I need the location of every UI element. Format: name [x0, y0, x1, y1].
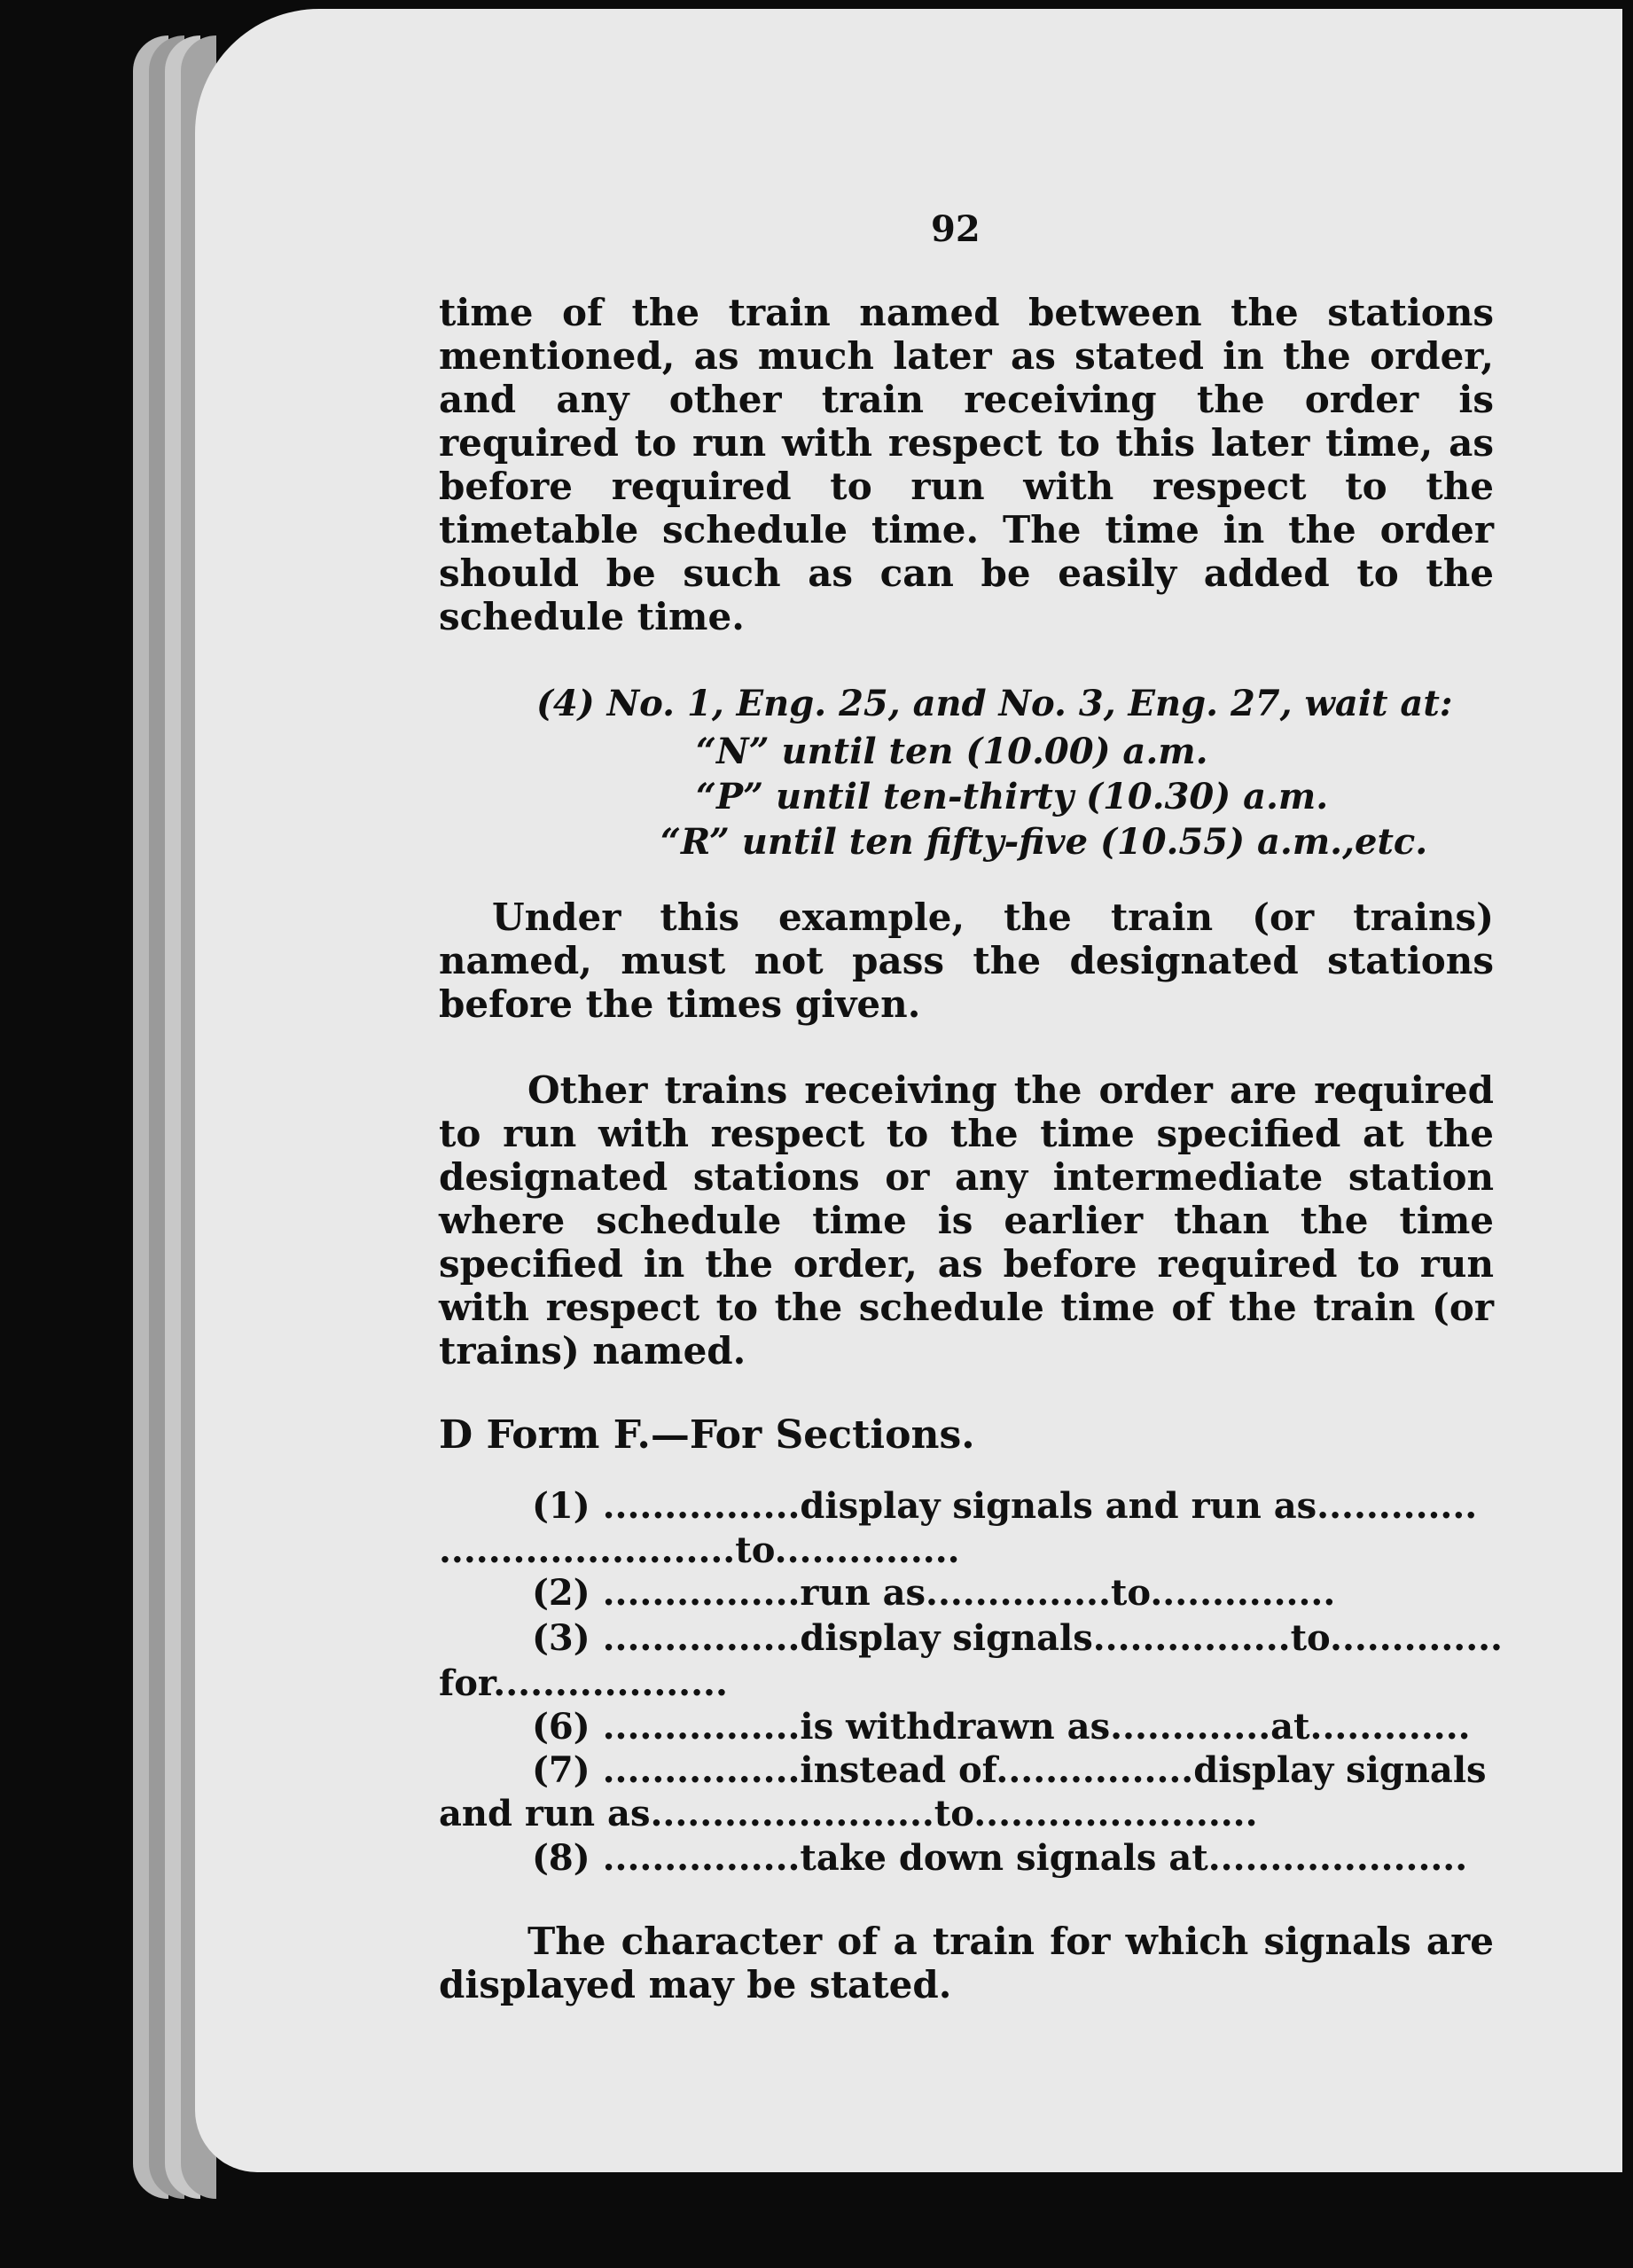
form-line-3: (3) ................display signals................to.............. [532, 1617, 1503, 1659]
form-line-8: (8) ................take down signals at..................... [532, 1837, 1468, 1879]
example-heading: (4) No. 1, Eng. 25, and No. 3, Eng. 27, wait at: [536, 683, 1453, 724]
page-number: 92 [931, 208, 981, 250]
paragraph-2: Under this example, the train (or trains) named, must not pass the designated stations before the times given. [439, 895, 1494, 1026]
form-line-6: (6) ................is withdrawn as.............at............. [532, 1706, 1471, 1748]
form-line-1: (1) ................display signals and run as............. [532, 1485, 1478, 1527]
paragraph-3: Other trains receiving the order are required to run with respect to the time specified at the designated stations or any intermediate station where schedule time is earlier than the time specified in the order, as before required to run with respect to the schedule time of the train (or trains) named. [439, 1068, 1494, 1373]
form-line-7: (7) ................instead of................display signals [532, 1749, 1487, 1791]
example-line-1: “N” until ten (10.00) a.m. [696, 731, 1208, 772]
example-line-2: “P” until ten-thirty (10.30) a.m. [696, 776, 1329, 817]
example-line-3: “R” until ten fifty-five (10.55) a.m.,etc. [660, 821, 1428, 863]
form-line-3-cont: for................... [439, 1662, 728, 1704]
form-line-7-cont: and run as.......................to....................... [439, 1793, 1258, 1834]
form-line-1-cont: ........................to............... [439, 1529, 960, 1571]
paragraph-4: The character of a train for which signals are displayed may be stated. [439, 1920, 1494, 2006]
section-heading: D Form F.—For Sections. [439, 1412, 975, 1458]
book-page [195, 9, 1622, 2172]
paragraph-1: time of the train named between the stations mentioned, as much later as stated in the order, and any other train receiving the order is required to run with respect to this later time, as before required to run with respect to the timetable schedule time. The time in the order should be such as can be easily added to the schedule time. [439, 291, 1494, 638]
form-line-2: (2) ................run as...............to............... [532, 1572, 1336, 1614]
